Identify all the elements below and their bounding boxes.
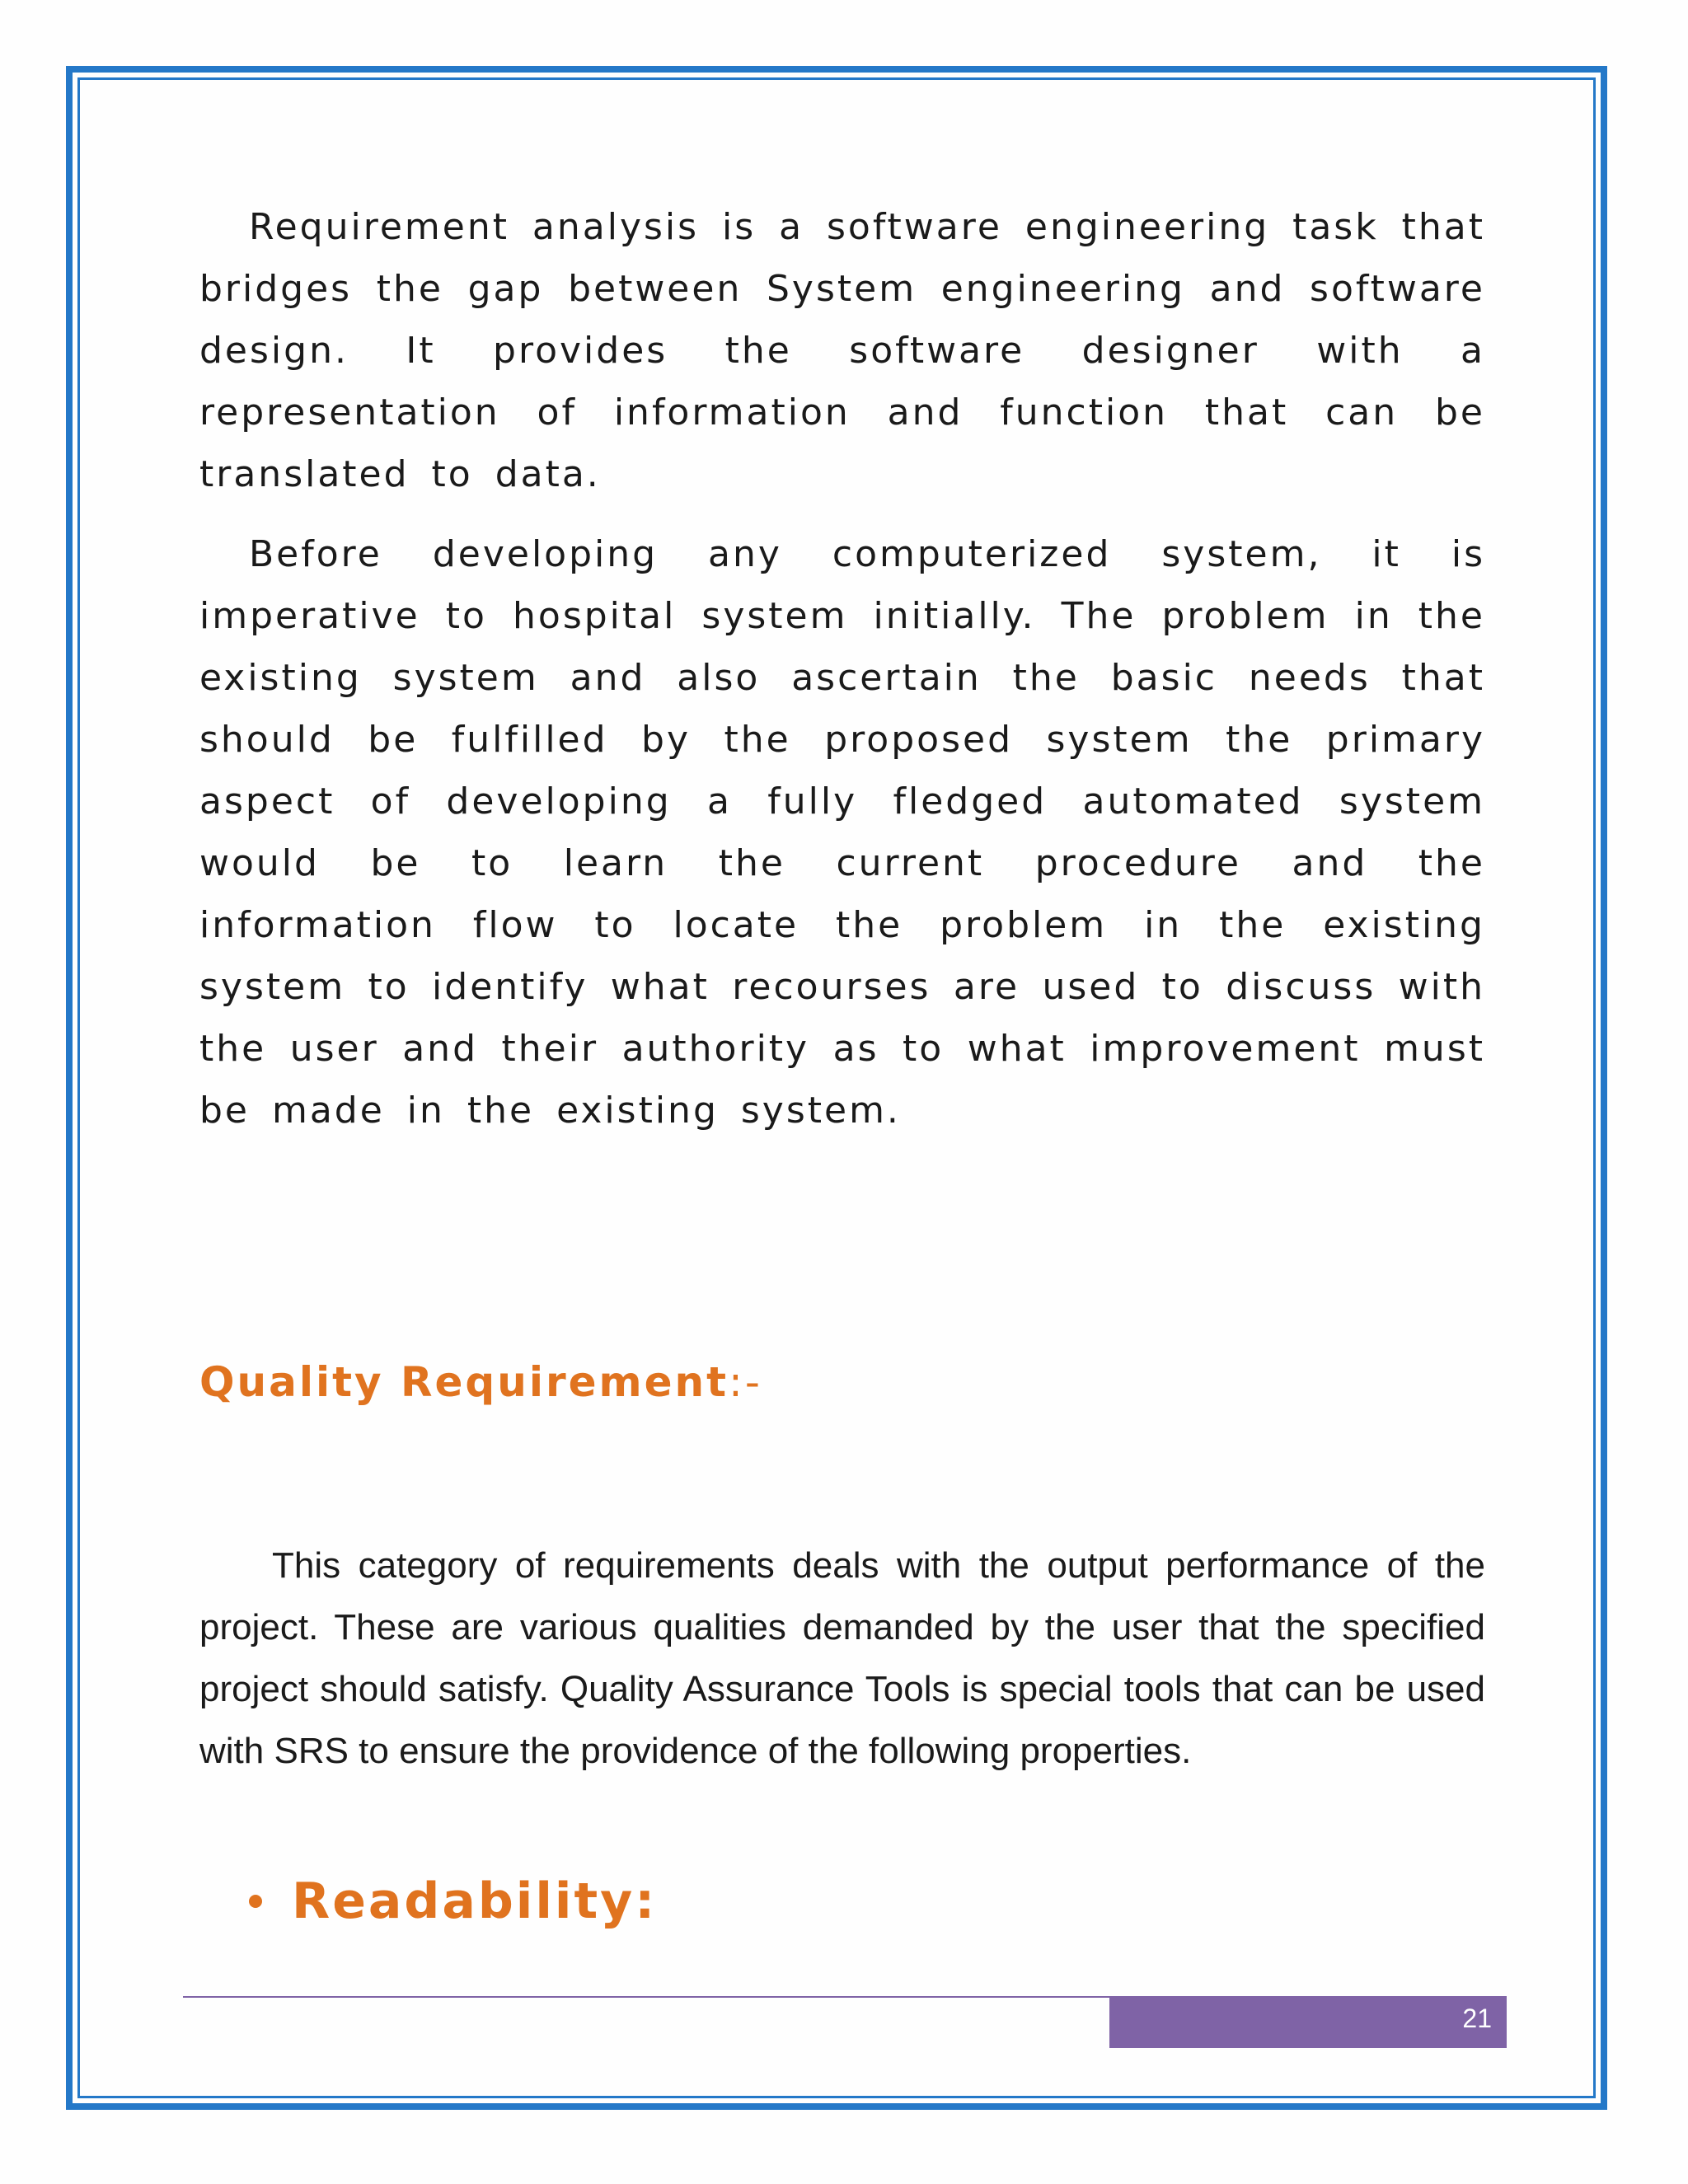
bullet-item	[249, 1872, 657, 1930]
bullet-text: Readability:	[292, 1872, 658, 1930]
bullet-dot-icon	[249, 1895, 262, 1908]
paragraph-before-developing: Before developing any computerized system, it is imperative to hospital system initially. The problem in the existing system and also ascertain the basic needs that should be fulfilled by the proposed system the primary aspect of developing a fully fledged automated system would be to learn the current procedure and the information flow to locate the problem in the existing system to identify what recourses are used to discuss with the user and their authority as to what improvement must be made in the existing system.	[199, 533, 1485, 1132]
paragraph-quality-requirement: This category of requirements deals with the output performance of the project. These are various qualities demanded by the user that the specified project should satisfy. Quality Assurance Tools is special tools that can be used with SRS to ensure the providence of the following properties.	[199, 1545, 1485, 1771]
page-number: 21	[1462, 2004, 1492, 2033]
paragraph-requirement-analysis: Requirement analysis is a software engineering task that bridges the gap between System engineering and software design. It provides the software designer with a representation of information and function that can be translated to data.	[199, 206, 1485, 495]
section-heading-suffix: :-	[729, 1358, 762, 1406]
section-heading	[199, 1358, 762, 1406]
intro-text	[199, 196, 1485, 1141]
section-heading-text: Quality Requirement	[199, 1358, 729, 1406]
page-number-box	[1109, 1997, 1507, 2048]
